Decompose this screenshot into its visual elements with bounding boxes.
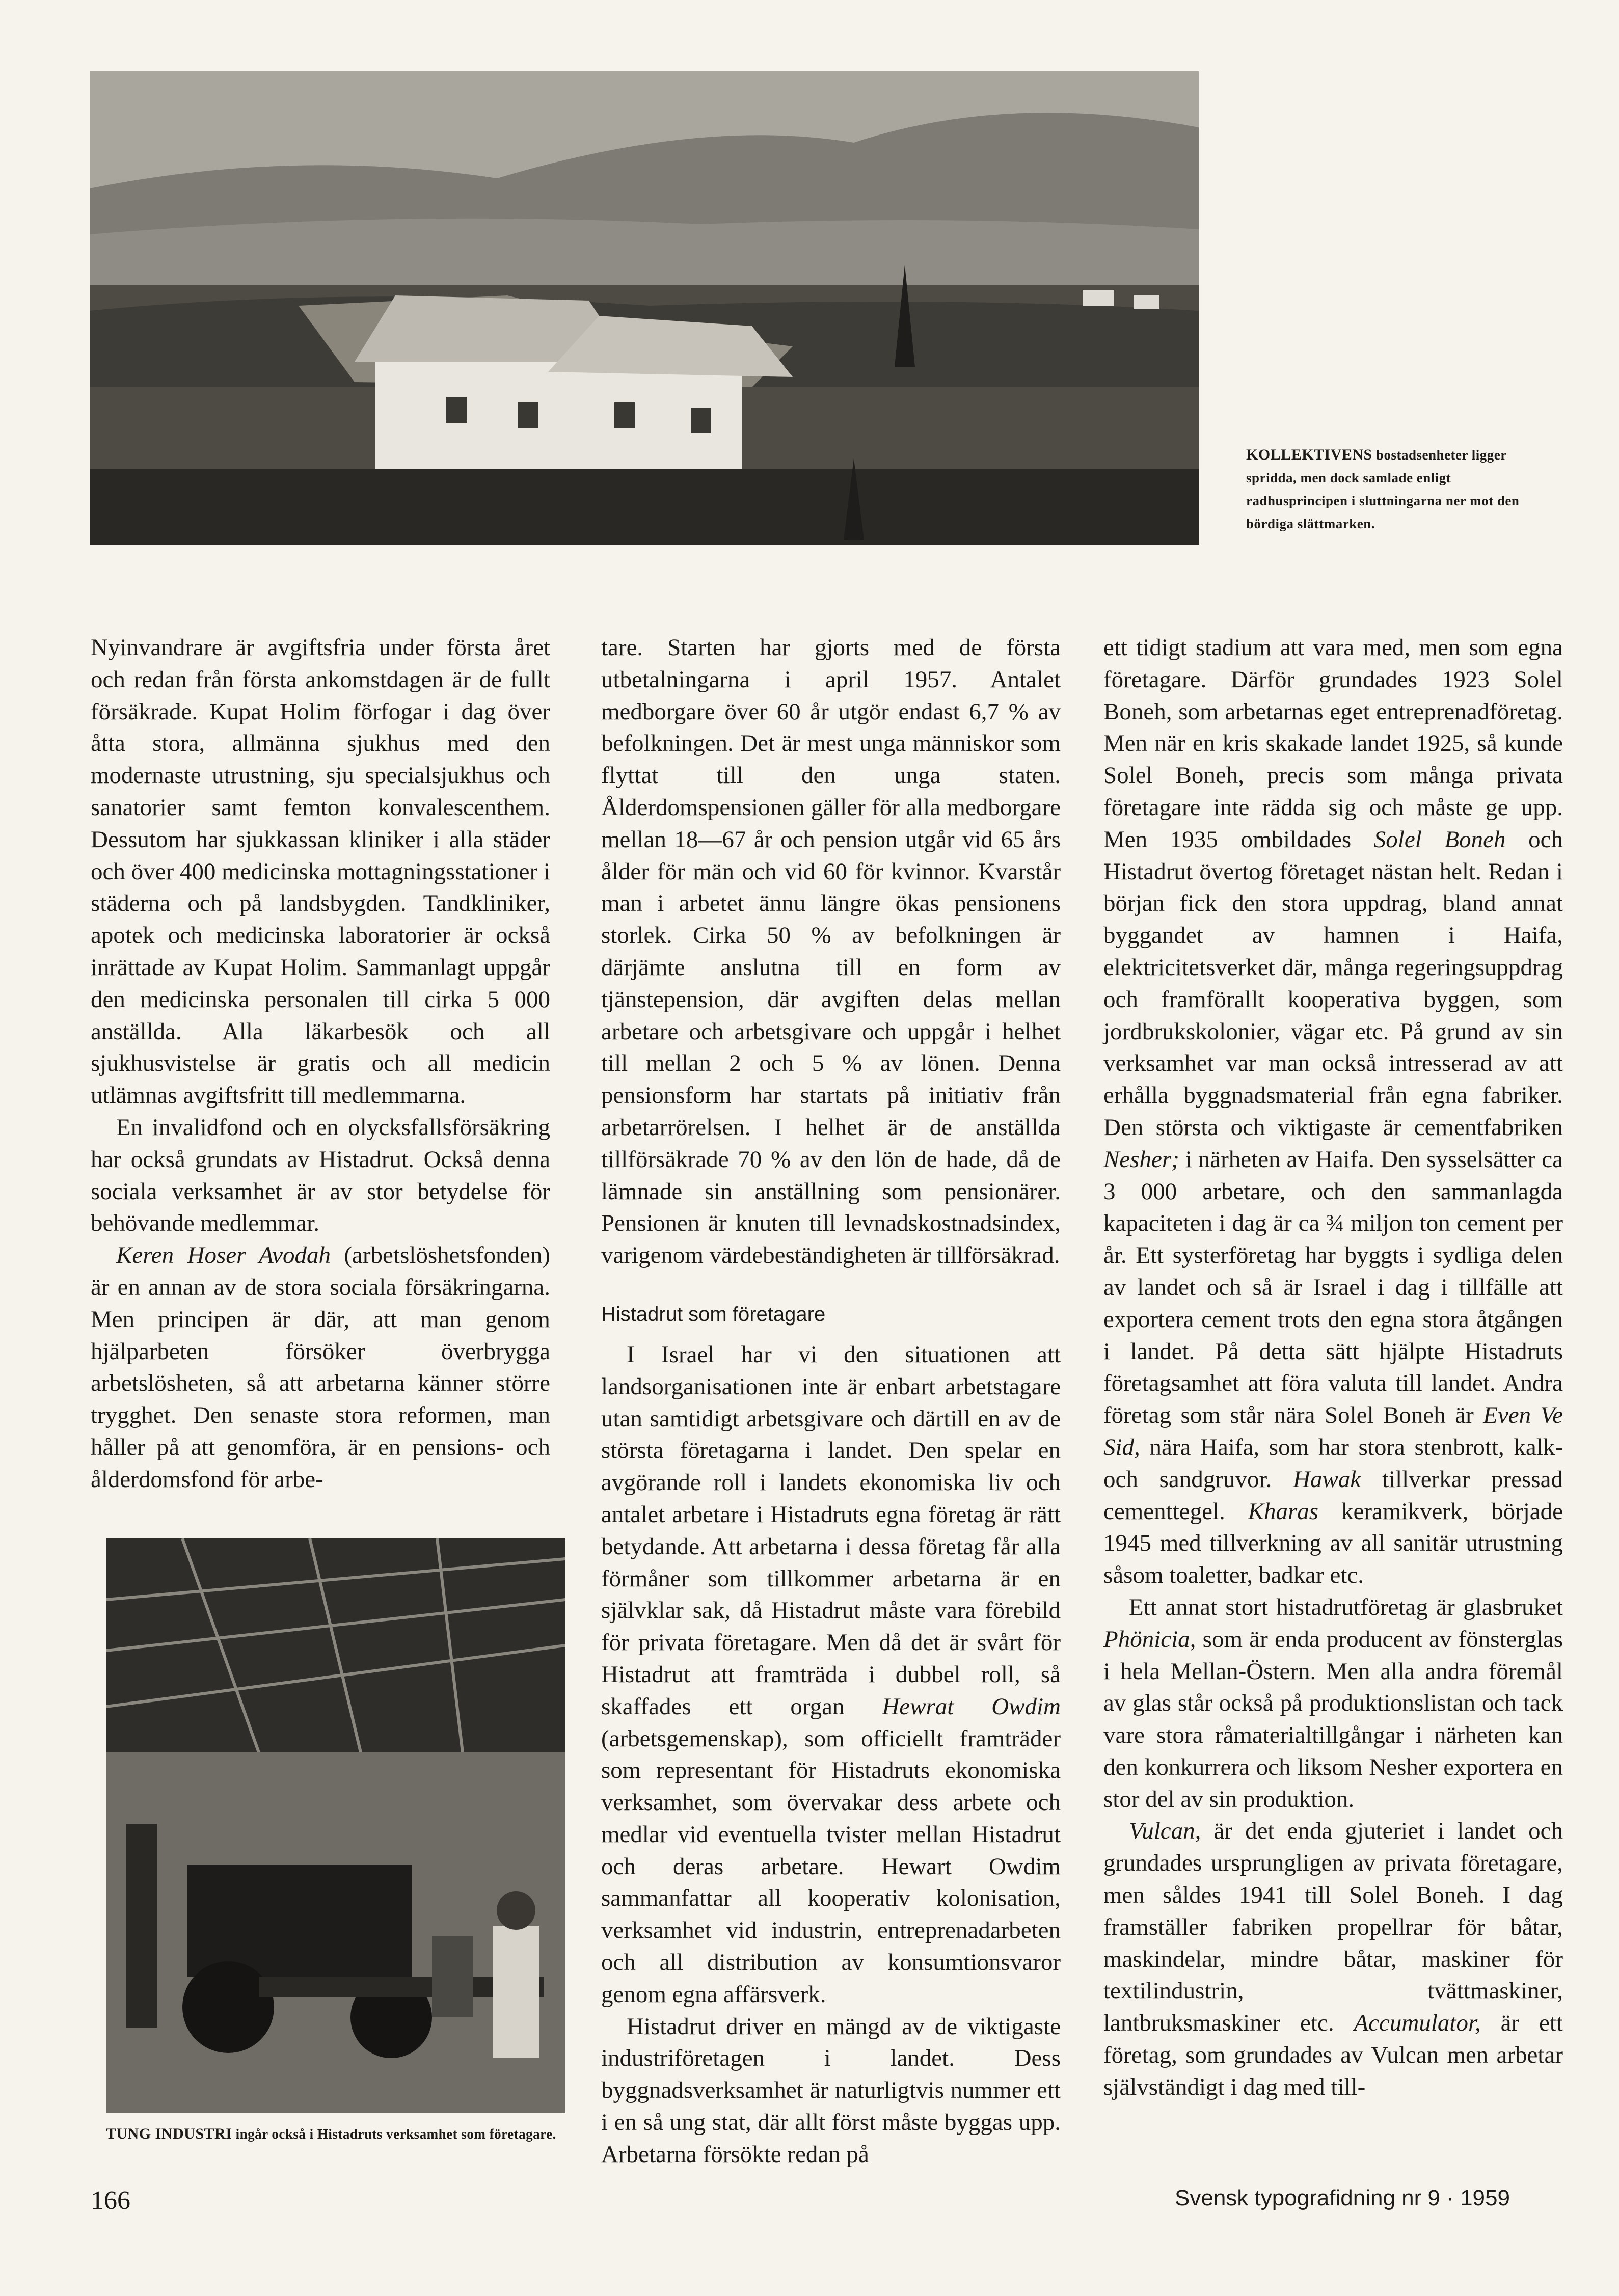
italic-term: Solel Boneh: [1373, 826, 1506, 853]
italic-term: Kharas: [1248, 1498, 1319, 1525]
top-photo: [90, 71, 1199, 545]
paragraph: tare. Starten har gjorts med de första utbetalningarna i april 1957. Antalet medborgare över 60 år utgör endast 6,7 % av befolkningen. Det är mest unga människor som flyttat till den unga staten. Ålderdomspensionen gäller för alla medborgare mellan 18—67 år och pension utgår vid 65 års ålder för män och vid 60 för kvinnor. Kvarstår man i arbetet ännu längre ökas pensionens storlek. Cirka 50 % av befolkningen är därjämte anslutna till en form av tjänstepension, där avgiften delas mellan arbetare och arbetsgivare och uppgår i helhet till mellan 2 och 5 % av lönen. Denna pensionsform har startats på initiativ från arbetarrörelsen. I helhet är de anställda tillförsäkrade 70 % av den lön de hade, då de lämnade sin anställning som pensionärer. Pensionen är knuten till levnadskostnadsindex, varigenom värdebeständigheten är tillförsäkrad.: [601, 634, 1061, 1269]
factory-illustration: [106, 1538, 565, 2113]
italic-term: Accumulator,: [1354, 2010, 1481, 2037]
column-3: [1103, 632, 1563, 2103]
bottom-photo: [106, 1538, 565, 2113]
italic-term: Even Ve Sid,: [1103, 1402, 1563, 1461]
paragraph: Histadrut driver en mängd av de viktigaste industriföretagen i landet. Dess byggnadsverksamhet är naturligtvis nummer ett i en så ung stat, där allt först måste byggas upp. Arbetarna försökte redan på: [601, 2013, 1061, 2168]
italic-term: Nesher;: [1103, 1146, 1179, 1173]
italic-term: Keren Hoser Avodah: [116, 1242, 331, 1269]
bottom-photo-caption: TUNG INDUSTRI ingår också i Histadruts verksamhet som företagare.: [106, 2125, 556, 2142]
page-number: 166: [91, 2186, 130, 2215]
paragraph: En invalidfond och en olycksfallsförsäkring har också grundats av Histadrut. Också denna sociala verksamhet är av stor betydelse för behövande medlemmar.: [91, 1114, 550, 1237]
italic-term: Phönicia,: [1103, 1626, 1196, 1653]
column-2: [601, 632, 1061, 2171]
italic-term: Vulcan,: [1129, 1818, 1201, 1845]
paragraph: Vulcan, är det enda gjuteriet i landet och grundades ursprungligen av privata företagare, men såldes 1941 till Solel Boneh. I dag framställer fabriken propellrar för båtar, maskindelar, mindre båtar, maskiner för textilindustrin, tvättmaskiner, lantbruksmaskiner etc. Accumulator, är ett företag, som grundades av Vulcan men arbetar självständigt i dag med till-: [1103, 1818, 1563, 2100]
landscape-illustration: [90, 71, 1199, 545]
paragraph: ett tidigt stadium att vara med, men som egna företagare. Därför grundades 1923 Solel Boneh, som arbetarnas eget entreprenadföretag. Men när en kris skakade landet 1925, så kunde Solel Boneh, precis som många privata företagare inte rädda sig och måste ge upp. Men 1935 ombildades Solel Boneh och Histadrut övertog företaget nästan helt. Redan i början fick den stora uppdrag, bland annat byggandet av hamnen i Haifa, elektricitetsverket där, många regeringsuppdrag och framförallt kooperativa byggen, som jordbrukskolonier, vägar etc. På grund av sin verksamhet var man också intresserad av att erhålla byggnadsmaterial från egna fabriker. Den största och viktigaste är cementfabriken Nesher; i närheten av Haifa. Den sysselsätter ca 3 000 arbetare, och den sammanlagda kapaciteten i dag är ca ¾ miljon ton cement per år. Ett systerföretag har byggts i sydliga delen av landet och så är Israel i dag i tillfälle att exportera cement trots den egna stora åtgången i landet. På detta sätt hjälpte Histadruts företagsamhet att föra valuta till landet. Andra företag som står nära Solel Boneh är Even Ve Sid, nära Haifa, som har stora stenbrott, kalk- och sandgruvor. Hawak tillverkar pressad cementtegel. Kharas keramikverk, började 1945 med tillverkning av all sanitär utrustning såsom toaletter, badkar etc.: [1103, 634, 1563, 1589]
paragraph: Keren Hoser Avodah (arbetslöshetsfonden) är en annan av de stora sociala försäkringarna. Men principen är där, att man genom hjälparbeten försöker överbrygga arbetslösheten, så att arbetarna känner större trygghet. Den senaste stora reformen, man håller på att genomföra, är en pensions- och ålderdomsfond för arbe-: [91, 1242, 550, 1493]
italic-term: Hawak: [1293, 1466, 1361, 1493]
paragraph: Nyinvandrare är avgiftsfria under första året och redan från första ankomstdagen är de fullt försäkrade. Kupat Holim förfogar i dag över åtta stora, allmänna sjukhus med den modernaste utrustning, sju specialsjukhus och sanatorier samt femton konvalescenthem. Dessutom har sjukkassan kliniker i alla städer och över 400 medicinska mottagningsstationer i städerna och på landsbygden. Tandkliniker, apotek och medicinska laboratorier är också inrättade av Kupat Holim. Sammanlagt uppgår den medicinska personalen till cirka 5 000 anställda. Alla läkarbesök och all sjukhusvistelse är gratis och all medicin utlämnas avgiftsfritt till medlemmarna.: [91, 634, 550, 1109]
paragraph: I Israel har vi den situationen att landsorganisationen inte är enbart arbetstagare utan samtidigt arbetsgivare och därtill en av de största företagarna i landet. Den spelar en avgörande roll i landets ekonomiska liv och antalet arbetare i Histadruts egna företag är rätt betydande. Att arbetarna i dessa företag får alla förmåner som tillkommer arbetarna är en självklar sak, då Histadrut måste vara förebild för privata företagare. Men då det är svårt för Histadrut att framträda i dubbel roll, så skaffades ett organ Hewrat Owdim (arbetsgemenskap), som officiellt framträder som representant för Histadruts ekonomiska verksamhet, som övervakar dess arbete och medlar vid eventuella tvister mellan Histadrut och deras arbetare. Hewart Owdim sammanfattar all kooperativ kolonisation, verksamhet vid industrin, entreprenadarbeten och all distribution av konsumtionsvaror genom egna affärsverk.: [601, 1341, 1061, 2008]
magazine-issue: Svensk typografidning nr 9 · 1959: [1175, 2185, 1510, 2210]
column-1: [91, 632, 550, 1496]
italic-term: Hewrat Owdim: [882, 1693, 1061, 1720]
section-heading: Histadrut som företagare: [601, 1303, 826, 1326]
paragraph: Ett annat stort histadrutföretag är glasbruket Phönicia, som är enda producent av fönsterglas i hela Mellan-Östern. Men alla andra föremål av glas står också på produktionslistan och tack vare stora råmaterialtillgångar i närheten kan den konkurrera och liksom Nesher exportera en stor del av sin produktion.: [1103, 1593, 1563, 1813]
top-photo-caption: KOLLEKTIVENS bostadsenheter ligger spridda, men dock samlade enligt radhusprincipen i sluttningarna ner mot den bördiga slättmarken.: [1246, 446, 1520, 531]
